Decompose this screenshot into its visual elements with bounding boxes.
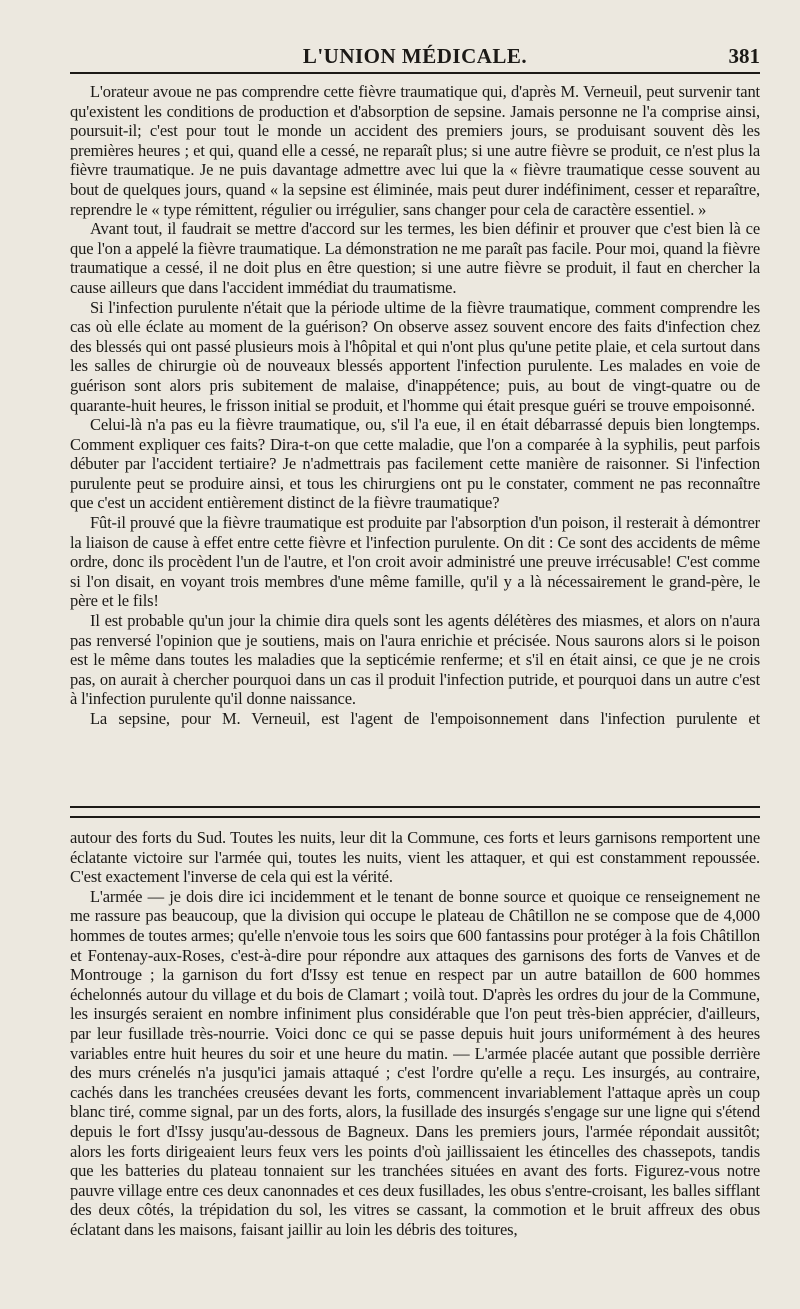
feuilleton-paragraph: autour des forts du Sud. Toutes les nuits, leur dit la Commune, ces forts et leurs garnisons remportent une éclatante victoire sur l'armée qui, toutes les nuits, vient les attaquer, et qui est constamment repoussée. C'est exactement l'inverse de cela qui est la vérité. bbox=[70, 828, 760, 887]
header-rule bbox=[70, 72, 760, 74]
article-body bbox=[70, 82, 760, 788]
page-number: 381 bbox=[728, 44, 760, 68]
article-paragraph: Celui-là n'a pas eu la fièvre traumatique, ou, s'il l'a eue, il en était débarrassé depuis bien longtemps. Comment expliquer ces faits? Dira-t-on que cette maladie, que l'on a comparée à la syphilis, peut parfois débuter par l'accident tertiaire? Je n'admettrais pas facilement cette manière de raisonner. Si l'infection purulente peut se produire ainsi, et tous les chirurgiens ont pu le constater, comment ne pas reconnaître que c'est un accident entièrement distinct de la fièvre traumatique? bbox=[70, 415, 760, 513]
feuilleton-separator bbox=[70, 806, 760, 818]
article-paragraph: Si l'infection purulente n'était que la période ultime de la fièvre traumatique, comment comprendre les cas où elle éclate au moment de la guérison? On observe assez souvent encore des faits d'infection chez des blessés qui ont passé plusieurs mois à l'hôpital et qui n'ont plus qu'une petite plaie, et cela surtout dans les salles de chirurgie où de nouveaux blessés apportent l'infection purulente. Les malades en voie de guérison sont alors pris subitement de malaise, d'inappétence; puis, au bout de vingt-quatre ou de quarante-huit heures, le frisson initial se produit, et l'homme qui était presque guéri se trouve empoisonné. bbox=[70, 297, 760, 415]
running-header bbox=[70, 40, 760, 72]
journal-title: L'UNION MÉDICALE. bbox=[302, 44, 528, 68]
feuilleton-body bbox=[70, 828, 760, 1268]
feuilleton-paragraph: L'armée — je dois dire ici incidemment et le tenant de bonne source et quoique ce renseignement ne me rassure pas beaucoup, que la division qui occupe le plateau de Châtillon ne se compose que de 4,000 hommes de toutes armes; qu'elle n'envoie tous les soirs que 600 fantassins pour protéger à la fois Châtillon et Fontenay-aux-Roses, c'est-à-dire pour répondre aux attaques des garnisons des forts de Vanves et de Montrouge ; la garnison du fort d'Issy est tenue en respect par un autre bataillon de 600 hommes échelonnés autour du village et du bois de Clamart ; voilà tout. D'après les ordres du jour de la Commune, les insurgés seraient en nombre infiniment plus considérable que l'on peut très-bien apprécier, d'ailleurs, par leur fusillade très-nourrie. Voici donc ce qui se passe depuis huit jours uniformément à des heures variables entre huit heures du soir et une heure du matin. — L'armée placée autant que possible derrière des murs crénelés n'a jusqu'ici jamais attaqué ; c'est l'ordre qu'elle a reçu. Les insurgés, au contraire, cachés dans les tranchées creusées devant les forts, commencent invariablement l'attaque après un coup blanc tiré, comme signal, par un des forts, alors, la fusillade des insurgés s'engage sur une ligne qui s'étend depuis le fort d'Issy jusqu'au-dessous de Bagneux. Dans les premiers jours, l'armée répondait aussitôt; alors les forts dirigeaient leurs feux vers les points d'où jaillissaient les étincelles des chassepots, tandis que les batteries du plateau tonnaient sur les tranchées situées en avant des forts. Figurez-vous notre pauvre village entre ces deux canonnades et ces deux fusillades, les obus s'entre-croisant, les balles sifflant des deux côtés, la trépidation du sol, les vitres se cassant, la commotion et le bruit affreux des obus éclatant dans les maisons, faisant jaillir au loin les débris des toitures, bbox=[70, 886, 760, 1239]
article-paragraph: La sepsine, pour M. Verneuil, est l'agent de l'empoisonnement dans l'infection purulente et bbox=[90, 709, 760, 728]
article-paragraph: Fût-il prouvé que la fièvre traumatique est produite par l'absorption d'un poison, il resterait à démontrer la liaison de cause à effet entre cette fièvre et l'infection purulente. On dit : Ce sont des accidents de même ordre, donc ils procèdent l'un de l'autre, et l'on croit avoir administré une preuve irrécusable! C'est comme si l'on disait, en voyant trois membres d'une même famille, qu'il y a là nécessairement le grand-père, le père et le fils! bbox=[70, 513, 760, 611]
article-paragraph: L'orateur avoue ne pas comprendre cette fièvre traumatique qui, d'après M. Verneuil, peut survenir tant qu'existent les conditions de production et d'absorption de sepsine. Jamais personne ne l'a comprise ainsi, poursuit-il; c'est pour tout le monde un accident des premiers jours, se produisant souvent dès les premières heures ; et qui, quand elle a cessé, ne reparaît plus; si une autre fièvre se produit, ce n'est plus la fièvre traumatique. Je ne puis davantage admettre avec lui que la « fièvre traumatique cesse souvent au bout de quelques jours, quand « la sepsine est éliminée, mais peut durer indéfiniment, cesser et reparaître, reprendre le « type rémittent, régulier ou irrégulier, sans changer pour cela de caractère essentiel. » bbox=[70, 82, 760, 219]
article-paragraph: Avant tout, il faudrait se mettre d'accord sur les termes, les bien définir et prouver que c'est bien là ce que l'on a appelé la fièvre traumatique. La démonstration ne me paraît pas facile. Pour moi, quand la fièvre traumatique a cessé, il ne doit plus en être question; si une autre fièvre se produit, il faut en chercher la cause ailleurs que dans l'accident immédiat du traumatisme. bbox=[70, 219, 760, 297]
article-paragraph: Il est probable qu'un jour la chimie dira quels sont les agents délétères des miasmes, et alors on n'aura pas renversé l'opinion que je soutiens, mais on l'aura enrichie et précisée. Nous saurons alors si le poison est le même dans toutes les maladies que la septicémie renferme; et s'il en était ainsi, ce que je ne crois pas, on aurait à chercher pourquoi dans un cas il produit l'infection putride, et pourquoi dans un autre c'est à l'infection purulente qu'il donne naissance. bbox=[70, 611, 760, 709]
